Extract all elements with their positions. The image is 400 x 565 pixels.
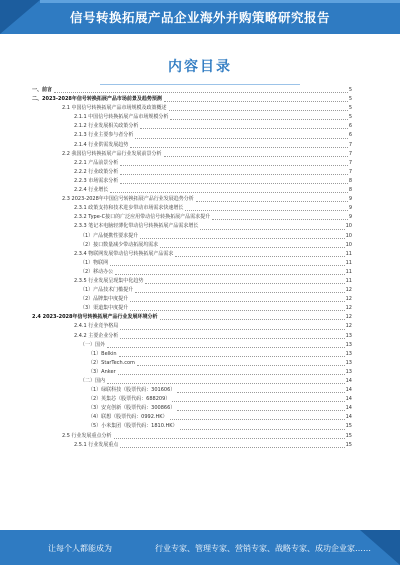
toc-entry-text: 2.3.1 政策支持和技术进步带动市场需求快速增长 (74, 204, 184, 213)
toc-page-number: 7 (348, 168, 352, 175)
toc-page-number: 13 (345, 368, 352, 375)
toc-leader-dots (130, 147, 348, 148)
toc-entry[interactable] (32, 313, 352, 322)
toc-leader-dots (120, 183, 348, 184)
toc-page-number: 13 (345, 359, 352, 366)
toc-leader-dots (177, 392, 344, 393)
toc-leader-dots (169, 110, 348, 111)
toc-entry-text: 2.4.2 主要企业分析 (74, 332, 119, 341)
toc-entry-text: 2.3.4 物联网发展带动信号转换拓展产品需求 (74, 250, 174, 259)
toc-page-number: 10 (345, 232, 352, 239)
toc-leader-dots (120, 174, 348, 175)
toc-entry[interactable] (32, 186, 352, 195)
toc-entry[interactable] (32, 95, 352, 104)
toc-leader-dots (180, 429, 345, 430)
toc-entry-text: （3）安克创新（股票代码：300866） (88, 404, 176, 413)
toc-entry-text: 2.1 中国信号转换拓展产品市场规模及政策概述 (62, 104, 168, 113)
toc-entry-text: （5）小米集团（股票代码：1810.HK） (88, 422, 179, 431)
toc-leader-dots (160, 247, 344, 248)
toc-entry[interactable] (32, 286, 352, 295)
toc-entry-text: （1）Belkin (88, 350, 118, 359)
toc-leader-dots (120, 165, 348, 166)
toc-leader-dots (170, 419, 345, 420)
toc-leader-dots (175, 256, 344, 257)
toc-leader-dots (107, 383, 345, 384)
toc-entry-text: 2.2.3 市场需求分析 (74, 177, 119, 186)
toc-entry[interactable] (32, 150, 352, 159)
toc-entry-text: 2.4.1 行业竞争格局 (74, 322, 119, 331)
toc-page-number: 12 (345, 323, 352, 330)
footer-slogan: 让每个人都能成为 (48, 544, 112, 553)
toc-leader-dots (120, 338, 344, 339)
toc-page-number: 11 (345, 268, 352, 275)
toc-entry[interactable] (32, 213, 352, 222)
toc-entry[interactable] (32, 113, 352, 122)
toc-leader-dots (200, 229, 344, 230)
toc-entry[interactable] (32, 250, 352, 259)
toc-leader-dots (110, 265, 344, 266)
toc-page-number: 14 (345, 396, 352, 403)
toc-entry-text: （1）绿联科技（股票代码：301606） (88, 386, 176, 395)
toc-entry-text: 2.2.4 行业增长 (74, 186, 109, 195)
toc-entry[interactable] (32, 195, 352, 204)
toc-entry-text: 2.1.2 行业发展相关政策分析 (74, 122, 139, 131)
toc-entry-text: （1）产品便携性要求提升 (80, 232, 139, 241)
toc-entry-text: 2.1.1 中国信号转换拓展产品市场规模分析 (74, 113, 169, 122)
toc-entry[interactable] (32, 232, 352, 241)
toc-page-number: 8 (348, 187, 352, 194)
toc-entry[interactable] (32, 159, 352, 168)
toc-entry[interactable] (32, 104, 352, 113)
toc-entry-text: 2.2 我国信号转换拓展产品行业发展前景分析 (62, 150, 163, 159)
toc-entry-text: 2.1.4 行业供需发展趋势 (74, 141, 129, 150)
toc-entry-text: 2.5.1 行业发展重点 (74, 441, 119, 450)
toc-entry-text: （2）英集芯（股票代码：688209） (88, 395, 171, 404)
toc-entry[interactable] (32, 404, 352, 413)
toc-page-number: 5 (348, 105, 352, 112)
toc-leader-dots (212, 219, 348, 220)
toc-entry[interactable] (32, 377, 352, 386)
toc-entry[interactable] (32, 422, 352, 431)
toc-entry[interactable] (32, 350, 352, 359)
toc-entry-text: （4）联想（股票代码：0992.HK） (88, 413, 169, 422)
toc-leader-dots (164, 101, 348, 102)
toc-entry[interactable] (32, 413, 352, 422)
toc-entry-text: 2.2.1 产品前景分析 (74, 159, 119, 168)
toc-leader-dots (172, 401, 344, 402)
toc-leader-dots (130, 310, 344, 311)
toc-entry-text: 2.2.2 行业政策分析 (74, 168, 119, 177)
toc-page-number: 6 (348, 123, 352, 130)
toc-entry[interactable] (32, 277, 352, 286)
toc-leader-dots (170, 119, 347, 120)
page-footer (0, 530, 400, 565)
toc-heading (0, 56, 400, 85)
toc-leader-dots (177, 410, 344, 411)
toc-leader-dots (130, 301, 344, 302)
toc-entry-text: 一、前言 (32, 86, 53, 95)
toc-page-number: 6 (348, 132, 352, 139)
footer-roles: 行业专家、管理专家、营销专家、战略专家、成功企业家…… (155, 544, 371, 553)
toc-page-number: 15 (345, 423, 352, 430)
toc-entry[interactable] (32, 204, 352, 213)
toc-leader-dots (164, 156, 348, 157)
toc-page-number: 11 (345, 259, 352, 266)
toc-entry-text: （2）品牌集中度提升 (80, 295, 129, 304)
toc-entry[interactable] (32, 359, 352, 368)
toc-entry[interactable] (32, 304, 352, 313)
toc-page-number: 7 (348, 159, 352, 166)
toc-entry[interactable] (32, 141, 352, 150)
toc-entry-text: （2）移动办公 (80, 268, 114, 277)
toc-entry-text: （一）国外 (80, 341, 106, 350)
toc-page-number: 8 (348, 177, 352, 184)
toc-entry-text: （2）接口数量减少带动拓展坞需求 (80, 241, 159, 250)
toc-entry[interactable] (32, 322, 352, 331)
toc-leader-dots (114, 438, 345, 439)
toc-heading-underline (100, 84, 300, 85)
toc-entry-text: （二）国内 (80, 377, 106, 386)
toc-page-number: 14 (345, 378, 352, 384)
toc-leader-dots (140, 128, 347, 129)
toc-leader-dots (145, 283, 344, 284)
toc-page-number: 12 (345, 287, 352, 294)
toc-entry[interactable] (32, 368, 352, 377)
toc-entry[interactable] (32, 295, 352, 304)
toc-page-number: 7 (348, 141, 352, 148)
toc-leader-dots (140, 238, 344, 239)
toc-entry-text: 2.3.3 笔记本电脑轻薄化带动信号转换拓展产品需求增长 (74, 222, 199, 231)
toc-entry[interactable] (32, 177, 352, 186)
toc-heading-text: 内容目录 (168, 59, 232, 75)
toc-leader-dots (196, 201, 348, 202)
toc-entry[interactable] (32, 168, 352, 177)
table-of-contents (32, 86, 352, 450)
report-title: 信号转换拓展产品企业海外并购策略研究报告 (69, 10, 330, 25)
toc-entry[interactable] (32, 122, 352, 131)
toc-entry-text: （1）产品技术门槛提升 (80, 286, 134, 295)
toc-leader-dots (115, 274, 344, 275)
toc-page-number: 9 (348, 196, 352, 203)
toc-leader-dots (135, 292, 344, 293)
toc-entry-text: 2.1.3 行业主要参与者分析 (74, 131, 134, 140)
toc-page-number: 13 (345, 341, 352, 348)
toc-entry[interactable] (32, 222, 352, 231)
toc-page-number: 5 (348, 96, 352, 103)
toc-entry[interactable] (32, 341, 352, 350)
toc-leader-dots (54, 92, 348, 93)
toc-entry[interactable] (32, 441, 352, 450)
toc-page-number: 11 (345, 277, 352, 284)
toc-leader-dots (185, 210, 347, 211)
page-header (0, 0, 400, 34)
toc-entry-text: 2.3.5 行业发展呈现集中化趋势 (74, 277, 144, 286)
toc-page-number: 12 (345, 296, 352, 303)
toc-entry-text: （1）物联网 (80, 259, 109, 268)
toc-leader-dots (118, 374, 345, 375)
toc-page-number: 7 (348, 150, 352, 157)
toc-entry-text: 2.5 行业发展重点分析 (62, 432, 113, 441)
toc-entry[interactable] (32, 432, 352, 441)
header-accent-bar (40, 0, 400, 3)
toc-page-number: 14 (345, 405, 352, 412)
toc-leader-dots (110, 192, 348, 193)
toc-page-number: 10 (345, 223, 352, 230)
toc-entry-text: （3）渠道集中度提升 (80, 304, 129, 313)
toc-leader-dots (160, 319, 345, 320)
toc-leader-dots (120, 329, 344, 330)
toc-entry[interactable] (32, 386, 352, 395)
toc-leader-dots (137, 365, 345, 366)
toc-entry[interactable] (32, 86, 352, 95)
toc-entry[interactable] (32, 332, 352, 341)
toc-entry-text: 二、2023-2028年信号转换拓展产品市场前景及趋势预测 (32, 95, 163, 104)
toc-page-number: 13 (345, 332, 352, 339)
toc-page-number: 10 (345, 241, 352, 248)
toc-leader-dots (135, 138, 347, 139)
toc-leader-dots (119, 356, 345, 357)
toc-page-number: 11 (345, 250, 352, 257)
toc-entry-text: 2.3 2023-2028年中国信号转换拓展产品行业发展趋势分析 (62, 195, 195, 204)
toc-page-number: 12 (345, 305, 352, 312)
toc-leader-dots (107, 347, 345, 348)
toc-entry-text: 2.3.2 Type-C接口的广泛应用带动信号转换拓展产品需求提升 (74, 213, 211, 222)
toc-page-number: 15 (345, 441, 352, 448)
toc-page-number: 9 (348, 205, 352, 212)
toc-entry[interactable] (32, 259, 352, 268)
toc-page-number: 14 (345, 387, 352, 394)
toc-entry[interactable] (32, 241, 352, 250)
toc-page-number: 9 (348, 214, 352, 221)
toc-page-number: 5 (348, 87, 352, 93)
toc-entry-text: （2）StarTech.com (88, 359, 136, 368)
toc-entry-text: 2.4 2023-2028年信号转换拓展产品行业发展环境分析 (32, 313, 159, 322)
toc-page-number: 15 (345, 432, 352, 439)
toc-leader-dots (120, 447, 344, 448)
toc-entry[interactable] (32, 268, 352, 277)
toc-page-number: 13 (345, 350, 352, 357)
toc-page-number: 5 (348, 114, 352, 121)
toc-entry[interactable] (32, 395, 352, 404)
toc-page-number: 14 (345, 414, 352, 421)
toc-entry[interactable] (32, 131, 352, 140)
toc-entry-text: （3）Anker (88, 368, 117, 377)
toc-page-number: 12 (345, 314, 352, 321)
